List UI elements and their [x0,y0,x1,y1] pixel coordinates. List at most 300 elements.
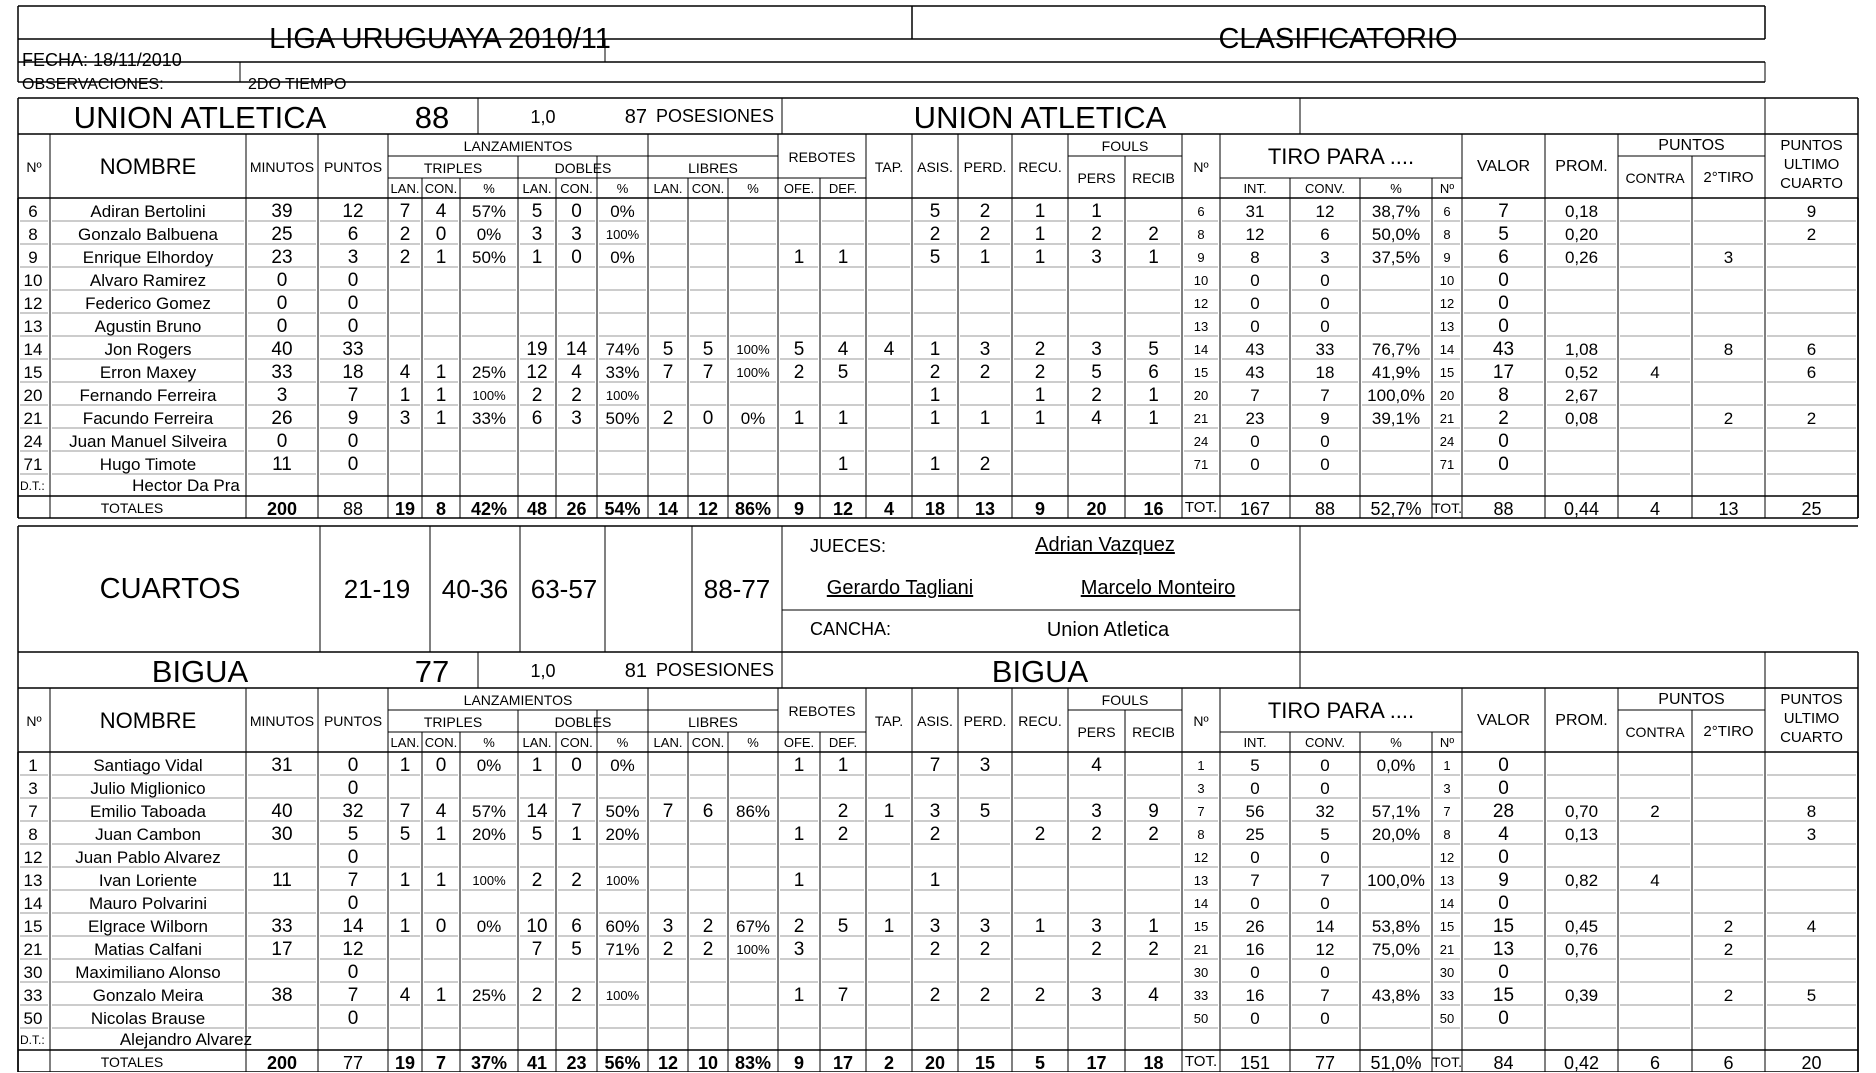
col-libres-1: LIBRES [688,714,738,730]
cell-dp: 100% [605,226,640,242]
cell-dp: 0% [610,755,635,775]
cell-lc: 5 [702,338,714,360]
cell-fp: 5 [1091,361,1102,383]
cell-val: 15 [1492,984,1515,1006]
cell-pc: 57,1% [1371,801,1421,821]
cell-pts: 0 [347,777,359,799]
cell-prom: 1,08 [1564,339,1599,359]
cell-con: 4 [1650,362,1660,382]
cell-dc: 4 [571,361,582,383]
cell-pc: 38,7% [1371,201,1421,221]
total-rd: 12 [832,499,854,519]
cell-ro: 1 [793,246,805,268]
cell-name: Gonzalo Meira [92,985,204,1005]
col-con-dc-0: CON. [560,181,593,196]
cell-num: 12 [23,293,43,313]
cell-dc: 2 [571,869,582,891]
cell-n2: 15 [1193,364,1209,380]
col-num-0: Nº [26,159,42,175]
cell-min: 0 [276,315,288,337]
observaciones-label: OBSERVACIONES: [22,76,164,93]
cell-prom: 0,20 [1564,224,1599,244]
cell-n3: 30 [1439,964,1455,980]
total-seg: 13 [1718,499,1739,519]
cell-fr: 2 [1148,938,1159,960]
total-pts: 88 [342,499,364,519]
cell-int: 16 [1245,985,1265,1005]
cell-val: 0 [1498,269,1509,291]
cell-tp: 0% [476,755,502,775]
cell-n2: 13 [1193,872,1209,888]
col-lanzamientos-0: LANZAMIENTOS [463,138,573,154]
cell-num: 3 [28,778,38,798]
cell-dl: 5 [531,200,543,222]
cell-int: 56 [1245,801,1265,821]
cell-ll: 7 [662,361,674,383]
cell-fp: 3 [1091,246,1102,268]
total-prom: 0,42 [1563,1053,1600,1073]
cell-dp: 60% [605,916,640,936]
total-pts: 77 [342,1053,364,1073]
cell-n3: 71 [1439,456,1455,472]
total-tap: 4 [883,499,895,519]
cell-asi: 1 [929,453,941,475]
cell-min: 0 [276,430,288,452]
col-perd-0: PERD. [963,159,1007,175]
cell-dl: 7 [531,938,543,960]
cell-min: 11 [272,453,292,475]
cell-ult: 2 [1806,408,1817,428]
cell-num: 15 [23,916,43,936]
cell-ll: 2 [662,938,674,960]
cell-pc: 100,0% [1367,385,1425,405]
cell-tc: 1 [435,384,447,406]
total-min: 200 [266,1053,298,1073]
total-lc: 10 [697,1053,719,1073]
total-per: 13 [974,499,996,519]
coach-label-1: D.T.: [20,1033,45,1047]
cell-tap: 4 [883,338,895,360]
cell-min: 0 [276,292,288,314]
col-lan-ll-1: LAN. [653,735,683,750]
cell-dl: 10 [526,915,548,937]
cell-fp: 2 [1091,384,1102,406]
cell-asi: 3 [929,915,941,937]
team-ratio-1: 1,0 [530,661,556,681]
cell-n3: 8 [1443,826,1451,842]
col-recib-1: RECIB [1132,724,1175,740]
quarter-score-3: 63-57 [530,574,598,604]
col-ultimo-3-0: CUARTO [1780,175,1843,192]
cell-val: 15 [1492,915,1515,937]
total-lp: 86% [734,499,772,519]
cell-pts: 7 [347,869,359,891]
cell-dc: 0 [571,246,582,268]
cell-ult: 6 [1806,362,1817,382]
cell-val: 0 [1498,292,1509,314]
cell-name: Matias Calfani [94,939,202,959]
cell-con: 4 [1650,870,1660,890]
cell-fp: 3 [1091,984,1102,1006]
total-dl: 48 [526,499,548,519]
cell-int: 0 [1250,293,1260,313]
cell-fr: 2 [1148,223,1159,245]
total-prom: 0,44 [1563,499,1600,519]
cell-tl: 1 [399,754,411,776]
total-conv: 77 [1314,1053,1336,1073]
col-asis-1: ASIS. [917,713,953,729]
cell-num: 21 [23,939,43,959]
cell-name: Maximiliano Alonso [75,962,221,982]
cell-min: 23 [271,246,293,268]
cell-rd: 1 [837,407,849,429]
cell-name: Agustin Bruno [94,316,202,336]
cell-n3: 21 [1439,410,1455,426]
cell-ro: 1 [793,984,805,1006]
tot-label-b-0: TOT. [1431,500,1463,516]
cell-name: Adiran Bertolini [90,201,206,221]
team-name-right-0: UNION ATLETICA [913,100,1167,135]
total-ro: 9 [793,499,805,519]
col-libres-0: LIBRES [688,160,738,176]
col-lan-ll-0: LAN. [653,181,683,196]
team-score-0: 88 [414,100,450,135]
cell-seg: 3 [1723,247,1734,267]
cell-pts: 0 [347,892,359,914]
total-ll: 12 [657,1053,679,1073]
cell-lc: 2 [702,915,714,937]
phase-title: CLASIFICATORIO [1218,23,1458,55]
cell-per: 5 [979,800,991,822]
cell-num: 8 [28,824,38,844]
cell-int: 23 [1245,408,1265,428]
total-tc: 7 [435,1053,447,1073]
cell-pc: 43,8% [1371,985,1421,1005]
cell-dc: 1 [571,823,582,845]
cell-min: 3 [276,384,288,406]
cell-val: 0 [1498,430,1509,452]
cell-n3: 15 [1439,918,1455,934]
cell-fr: 1 [1148,384,1159,406]
cell-pts: 14 [342,915,364,937]
cell-val: 7 [1498,200,1509,222]
cell-name: Elgrace Wilborn [88,916,208,936]
cell-int: 0 [1250,431,1260,451]
total-per: 15 [974,1053,996,1073]
cell-tc: 0 [435,915,447,937]
cell-prom: 0,82 [1564,870,1599,890]
col-tiro-para-0: TIRO PARA .... [1267,144,1415,169]
cell-prom: 2,67 [1564,385,1599,405]
cell-n2: 7 [1197,803,1205,819]
cell-min: 0 [276,269,288,291]
cell-tp: 0% [476,916,502,936]
cell-rd: 1 [837,246,849,268]
col-triples-0: TRIPLES [423,160,483,176]
cell-int: 0 [1250,847,1260,867]
cell-dl: 2 [531,984,543,1006]
cell-dc: 0 [571,200,582,222]
cell-dc: 0 [571,754,582,776]
col-conv-0: CONV. [1305,181,1345,196]
cancha-label: CANCHA: [810,619,892,639]
jueces-label: JUECES: [810,536,887,556]
judge-2: Gerardo Tagliani [826,577,974,599]
cell-dc: 5 [571,938,582,960]
cell-ult: 4 [1806,916,1817,936]
cell-n2: 21 [1193,410,1209,426]
cell-per: 3 [979,915,991,937]
cell-name: Fernando Ferreira [79,385,217,405]
cell-min: 33 [271,915,293,937]
col-ultimo-2-1: ULTIMO [1783,710,1840,727]
cell-n2: 1 [1197,757,1205,773]
cell-dp: 50% [605,408,640,428]
cell-int: 31 [1245,201,1265,221]
col-contra-0: CONTRA [1625,170,1685,186]
cell-n3: 50 [1439,1010,1455,1026]
cell-prom: 0,76 [1564,939,1599,959]
cell-rec: 1 [1034,200,1046,222]
cell-dl: 1 [531,246,543,268]
cell-fr: 5 [1148,338,1159,360]
cell-lc: 7 [702,361,714,383]
cell-ll: 2 [662,407,674,429]
cell-conv: 12 [1315,939,1335,959]
cell-n2: 20 [1193,387,1209,403]
col-rebotes-1: REBOTES [788,703,856,719]
cell-int: 26 [1245,916,1265,936]
col-valor-1: VALOR [1476,712,1531,729]
cell-n2: 33 [1193,987,1209,1003]
col-tiro-para-1: TIRO PARA .... [1267,698,1415,723]
tot-label-b-1: TOT. [1431,1054,1463,1070]
cell-conv: 0 [1320,270,1330,290]
cell-num: 13 [23,870,43,890]
cell-num: 13 [23,316,43,336]
cell-tp: 57% [471,201,507,221]
total-dc: 26 [566,499,587,519]
total-ult: 20 [1801,1053,1822,1073]
col-2do-tiro-0: 2°TIRO [1703,169,1754,186]
cell-val: 2 [1498,407,1509,429]
total-tl: 19 [394,499,416,519]
cell-n3: 1 [1443,757,1451,773]
cell-n2: 6 [1197,203,1205,219]
cell-num: 71 [23,454,43,474]
cell-name: Santiago Vidal [93,755,203,775]
total-min: 200 [266,499,298,519]
cell-asi: 1 [929,407,941,429]
cell-pts: 0 [347,1007,359,1029]
col-int-1: INT. [1243,735,1267,750]
col-con-lc-0: CON. [691,181,725,196]
cell-pts: 12 [342,938,364,960]
cell-tc: 0 [435,754,447,776]
total-conv: 88 [1314,499,1336,519]
cell-ro: 2 [793,361,805,383]
total-tap: 2 [883,1053,895,1073]
cell-fr: 1 [1148,915,1159,937]
col-puntos-group-0: PUNTOS [1658,137,1725,154]
cell-per: 2 [979,200,991,222]
tot-label-a-1: TOT. [1184,1053,1218,1070]
total-ll: 14 [657,499,679,519]
cell-name: Juan Pablo Alvarez [75,847,221,867]
totales-label-1: TOTALES [100,1054,164,1070]
cell-per: 1 [979,407,991,429]
col-pers-0: PERS [1077,170,1116,186]
cell-min: 31 [271,754,293,776]
cell-dp: 74% [605,339,640,359]
col-pct-tp-1: % [483,735,495,750]
col-pct-tp-0: % [483,181,495,196]
cell-tc: 1 [435,361,447,383]
cell-pts: 0 [347,269,359,291]
cell-n3: 33 [1439,987,1455,1003]
cell-tl: 4 [399,361,411,383]
total-int: 167 [1239,499,1271,519]
total-dp: 54% [604,499,641,519]
cell-dp: 50% [605,801,640,821]
cell-per: 2 [979,453,991,475]
quarters-label: CUARTOS [99,573,241,605]
total-val: 84 [1493,1053,1514,1073]
cell-asi: 1 [929,869,941,891]
cell-tc: 1 [435,869,447,891]
cell-val: 0 [1498,892,1509,914]
cell-n3: 8 [1443,226,1451,242]
posesiones-label-1: POSESIONES [656,660,775,680]
cell-rd: 1 [837,453,849,475]
cell-conv: 0 [1320,962,1330,982]
col-triples-1: TRIPLES [423,714,483,730]
cell-int: 43 [1245,362,1265,382]
cell-n3: 13 [1439,318,1455,334]
total-rec: 5 [1034,1053,1046,1073]
cell-name: Juan Manuel Silveira [69,431,227,451]
cell-int: 8 [1250,247,1260,267]
col-dobles-0: DOBLES [554,160,612,176]
cell-tl: 7 [399,800,411,822]
cell-tl: 2 [399,223,411,245]
cell-fr: 1 [1148,407,1159,429]
col-recu-0: RECU. [1018,159,1062,175]
cell-per: 2 [979,938,991,960]
cell-asi: 2 [929,361,941,383]
cell-seg: 2 [1723,916,1734,936]
cell-int: 0 [1250,962,1260,982]
cell-dp: 100% [605,872,640,888]
col-ofe-0: OFE. [783,181,815,196]
col-lan-tl-1: LAN. [390,735,420,750]
cell-prom: 0,26 [1564,247,1599,267]
cell-fp: 2 [1091,223,1102,245]
cell-rd: 5 [837,915,849,937]
cell-tp: 25% [471,985,507,1005]
cell-asi: 5 [929,200,941,222]
cell-n2: 13 [1193,318,1209,334]
league-title: LIGA URUGUAYA 2010/11 [269,23,611,55]
col-2do-tiro-1: 2°TIRO [1703,723,1754,740]
cell-n3: 15 [1439,364,1455,380]
judge-1: Adrian Vazquez [1035,534,1175,556]
total-tl: 19 [394,1053,416,1073]
col-dobles-1: DOBLES [554,714,612,730]
cell-num: 8 [28,224,38,244]
cell-ro: 1 [793,823,805,845]
cell-conv: 5 [1320,824,1330,844]
cell-pts: 0 [347,754,359,776]
cell-num: 50 [23,1008,43,1028]
judge-3: Marcelo Monteiro [1080,577,1236,599]
col-minutos-0: MINUTOS [249,159,315,175]
cell-prom: 0,39 [1564,985,1599,1005]
col-lan-dl-0: LAN. [522,181,552,196]
cell-name: Nicolas Brause [90,1008,206,1028]
cell-n3: 20 [1439,387,1455,403]
cell-dc: 7 [571,800,582,822]
cell-rec: 1 [1034,384,1046,406]
col-pct-dp-0: % [616,181,629,196]
quarter-score-1: 21-19 [343,574,411,604]
cell-min: 38 [271,984,293,1006]
cell-n2: 50 [1193,1010,1209,1026]
col-num3-0: Nº [1439,181,1455,196]
col-con-tc-1: CON. [424,735,458,750]
cell-n2: 9 [1197,249,1205,265]
cell-n3: 14 [1439,341,1455,357]
cell-n2: 12 [1193,295,1209,311]
cell-num: 14 [23,339,43,359]
cell-dl: 3 [531,223,543,245]
cell-per: 1 [979,246,991,268]
cell-dc: 2 [571,984,582,1006]
cell-tl: 7 [399,200,411,222]
total-ult: 25 [1801,499,1822,519]
cell-rd: 2 [837,823,849,845]
cell-name: Federico Gomez [85,293,211,313]
cell-tl: 1 [399,869,411,891]
cell-per: 3 [979,754,991,776]
cell-int: 0 [1250,778,1260,798]
cell-val: 8 [1498,384,1509,406]
col-def-0: DEF. [828,181,858,196]
total-val: 88 [1493,499,1514,519]
cell-min: 17 [271,938,293,960]
cell-name: Emilio Taboada [90,801,206,821]
cell-min: 40 [271,338,293,360]
cell-conv: 9 [1320,408,1330,428]
total-tp: 37% [470,1053,508,1073]
cell-ll: 7 [662,800,674,822]
cell-dl: 12 [526,361,548,383]
cell-val: 0 [1498,777,1509,799]
posesiones-label-0: POSESIONES [656,106,775,126]
total-lc: 12 [697,499,719,519]
cell-lp: 100% [736,941,770,957]
total-lp: 83% [734,1053,772,1073]
total-fp: 20 [1086,499,1107,519]
cell-int: 12 [1245,224,1265,244]
cell-seg: 8 [1723,339,1734,359]
col-pct2-0: % [1390,181,1402,196]
cell-name: Gonzalo Balbuena [78,224,218,244]
cell-tl: 2 [399,246,411,268]
cell-tp: 100% [472,387,506,403]
col-puntos-0: PUNTOS [323,159,383,175]
cell-pts: 18 [342,361,364,383]
